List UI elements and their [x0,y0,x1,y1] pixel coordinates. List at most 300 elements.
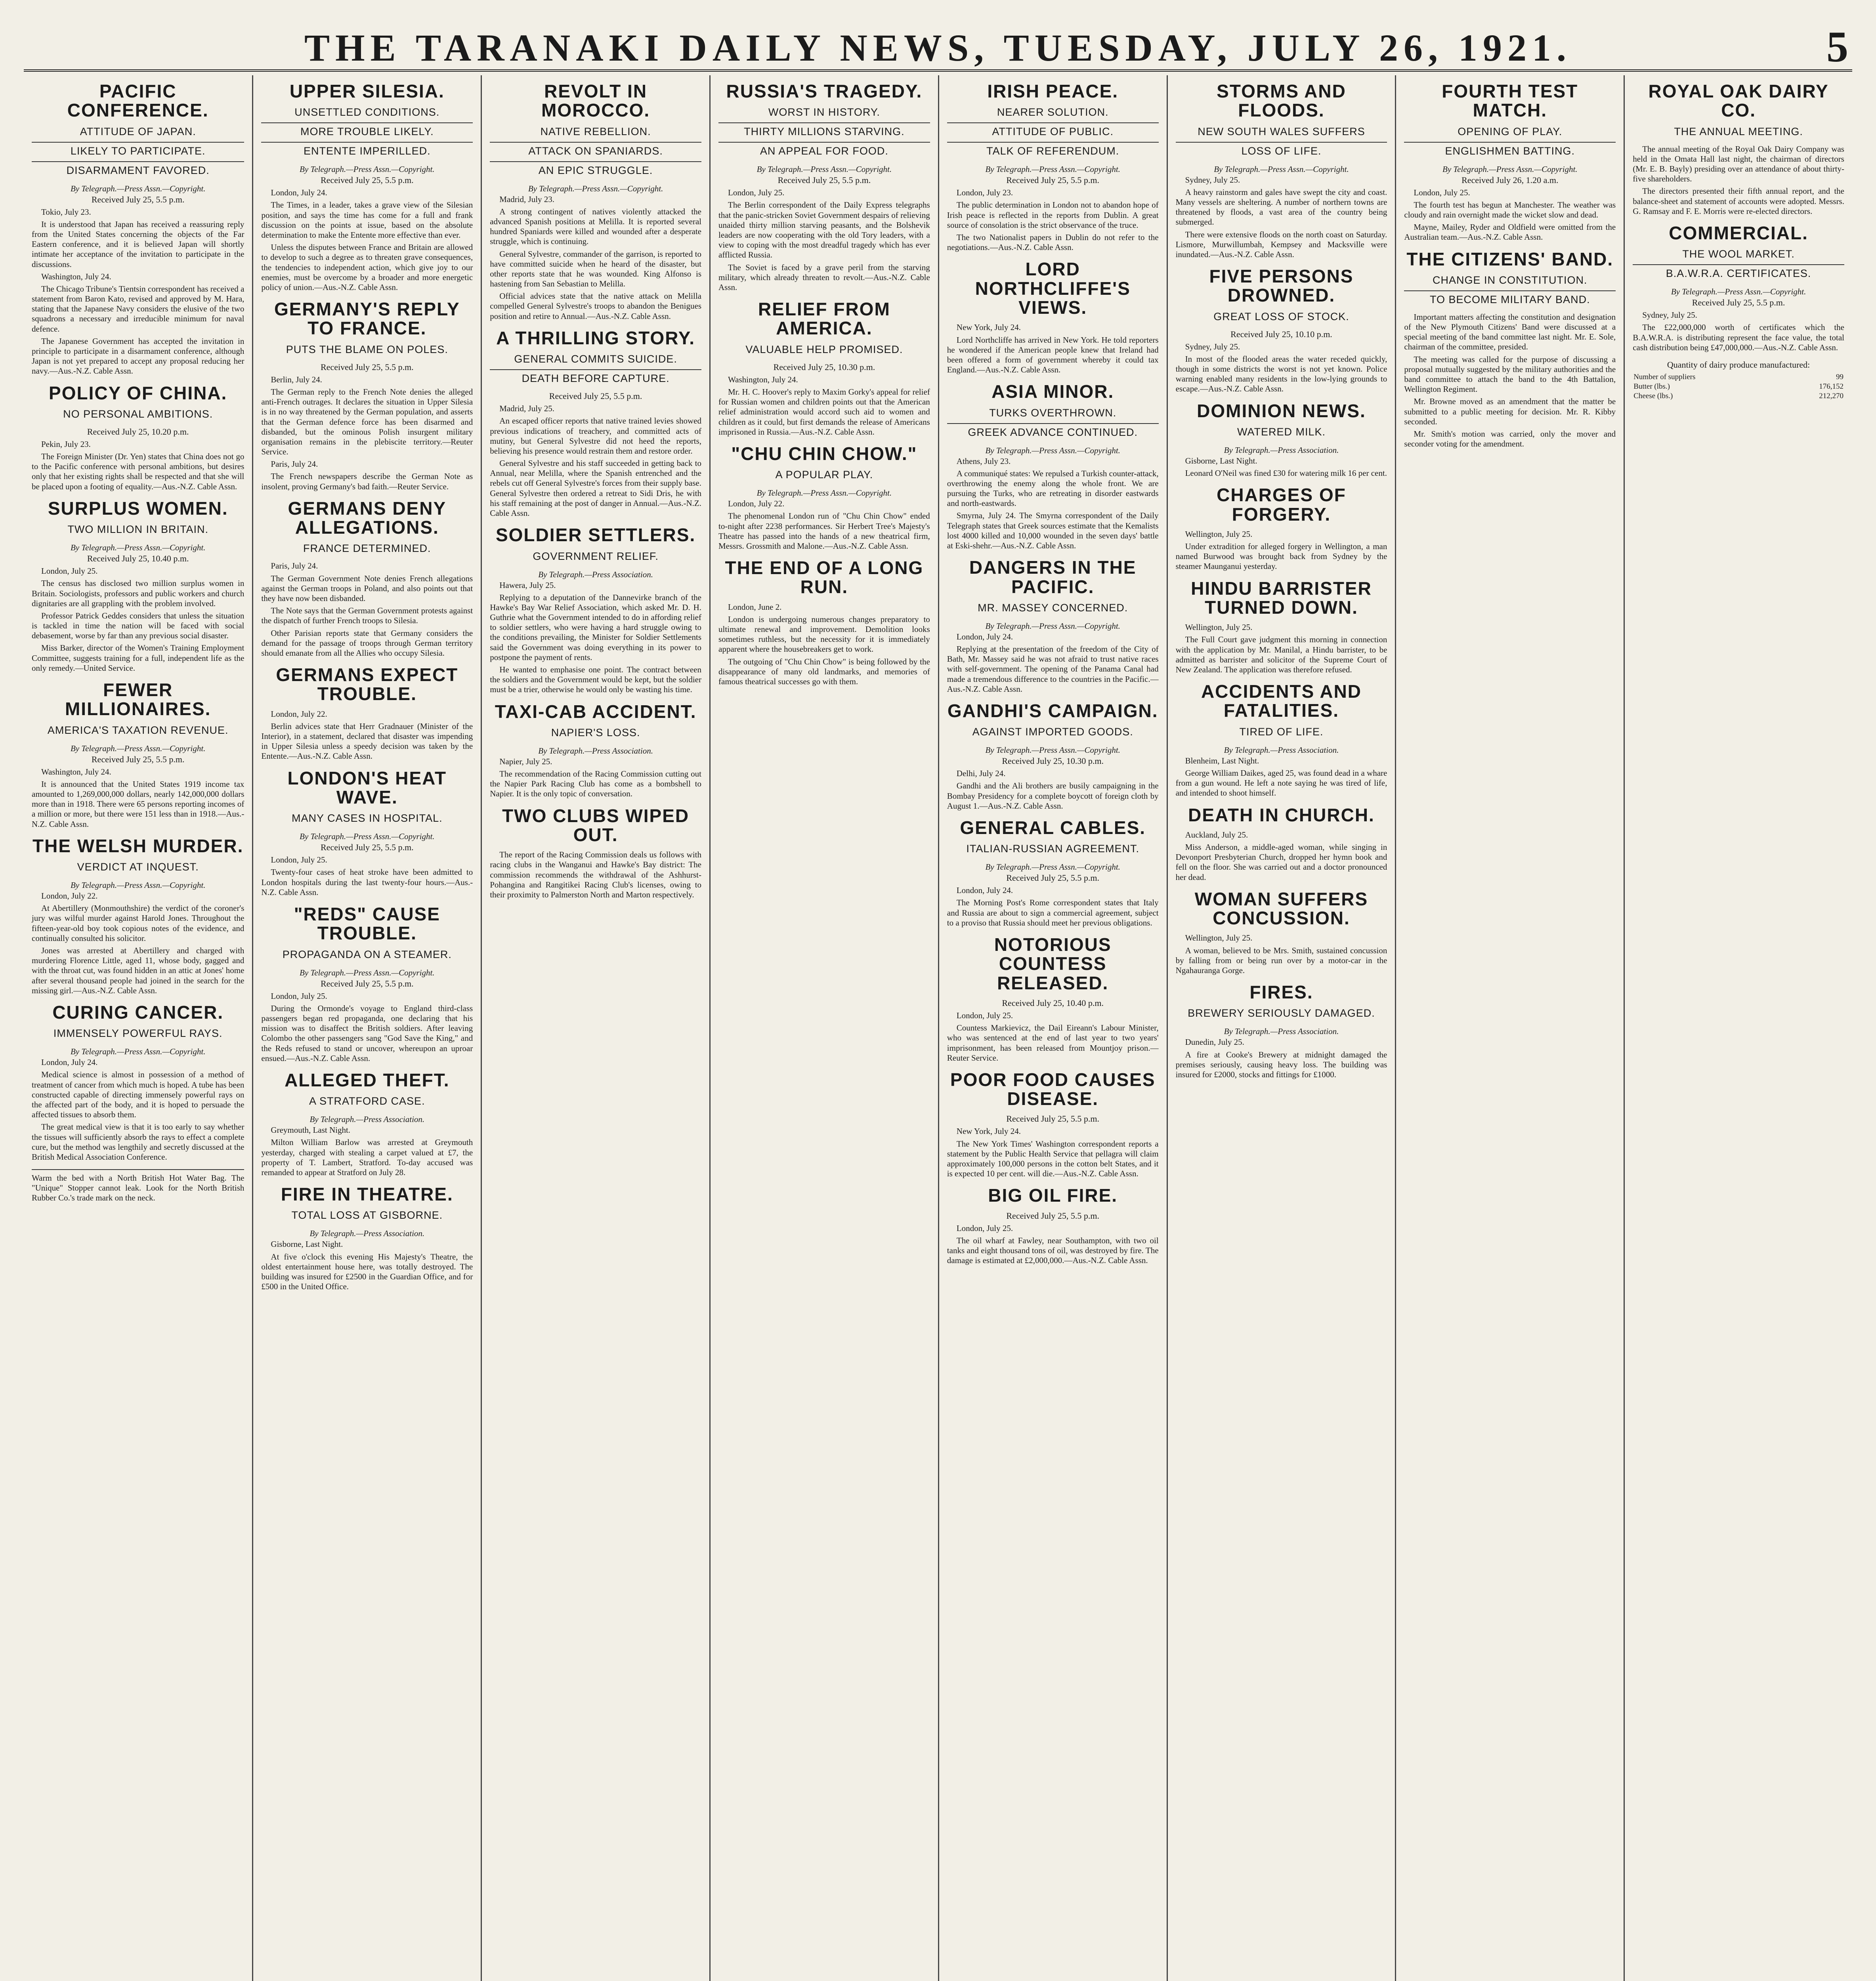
received-time: Received July 25, 5.5 p.m. [320,978,414,989]
headline: FOURTH TEST MATCH. [1442,81,1578,121]
article-body [1176,342,1387,394]
article-body [490,195,701,321]
subheads [1176,126,1387,161]
subheads [947,602,1159,618]
subheadline: NAPIER'S LOSS. [551,726,640,739]
article-body [947,456,1159,551]
received-time: Received July 25, 5.5 p.m. [549,391,642,401]
subheads [1404,274,1616,310]
article-body [947,1011,1159,1063]
paragraph: London, July 25. [956,1223,1013,1233]
subheadline: AGAINST IMPORTED GOODS. [972,726,1133,738]
article-body [261,188,473,292]
paragraph: Sydney, July 25. [1185,342,1240,351]
article [261,1185,473,1292]
article-body [1404,188,1616,242]
paragraph: Athens, July 23. [956,456,1011,466]
received-time: Received July 25, 5.5 p.m. [320,175,414,185]
paragraph: London, July 25. [41,566,98,576]
table-row [1633,391,1844,401]
article-body [1176,456,1387,478]
paragraph: Blenheim, Last Night. [1185,756,1259,765]
subheads [1176,311,1387,327]
headline: BIG OIL FIRE. [988,1185,1118,1206]
received-time: Received July 25, 10.30 p.m. [1002,756,1104,766]
subheadline: ATTITUDE OF JAPAN. [32,126,244,143]
article-body [718,499,930,551]
byline: By Telegraph.—Press Association. [1224,445,1339,455]
news-column [938,75,1167,1981]
paragraph: Washington, July 24. [41,271,111,281]
headline: CURING CANCER. [52,1002,224,1023]
subheadline: VERDICT AT INQUEST. [77,861,199,873]
table-cell-value: 176,152 [1819,382,1844,391]
paragraph: Gisborne, Last Night. [1185,456,1257,466]
paragraph: The great medical view is that it is too early to say whether the tissues will sufficiently absorb the rays to effect a complete cure, but the method was lengthily and secretly discussed at the British Medical Association Conference. [32,1122,245,1162]
paragraph: At Abertillery (Monmouthshire) the verdict of the coroner's jury was wilful murder against Harold Jones. Throughout the fifteen-year-old boy took copious notes of the evidence, and continually consulted his solicitor. [32,903,245,943]
headline: FIRES. [1249,982,1313,1003]
byline: By Telegraph.—Press Assn.—Copyright. [985,745,1120,755]
subheadline: GOVERNMENT RELIEF. [533,550,659,562]
subheadline: TWO MILLION IN BRITAIN. [67,523,208,536]
paragraph: The Times, in a leader, takes a grave view of the Silesian position, and says the time has come for a full and frank discussion on the points at issue, based on the absolute determination to make the Entente more effective than ever. [261,200,473,240]
paragraph: London, July 25. [1414,187,1470,197]
headline: HINDU BARRISTER TURNED DOWN. [1191,578,1372,618]
received-time: Received July 25, 10.40 p.m. [87,553,189,564]
received-time: Received July 25, 5.5 p.m. [320,842,414,853]
headline: GERMANY'S REPLY TO FRANCE. [274,299,460,339]
article [1176,889,1387,975]
article [947,1186,1159,1265]
paragraph: Countess Markievicz, the Dail Eireann's Labour Minister, who was sentenced at the end of last year to two years' imprisonment, has been released from Mountjoy prison.—Reuter Service. [947,1023,1159,1063]
paragraph: Washington, July 24. [41,767,111,777]
article-body [261,991,473,1063]
received-time: Received July 25, 5.5 p.m. [1006,1114,1100,1124]
subheadline: AN APPEAL FOR FOOD. [760,145,888,157]
article-body [261,855,473,897]
subheadline: AMERICA'S TAXATION REVENUE. [47,724,229,736]
subheadline: TO BECOME MILITARY BAND. [1429,293,1590,305]
byline: By Telegraph.—Press Assn.—Copyright. [1442,164,1578,174]
byline: By Telegraph.—Press Association. [1224,1027,1339,1036]
paragraph: Unless the disputes between France and Britain are allowed to develop to such a degree as to threaten grave consequences, the tendencies to independent action, which give joy to our enemies, must be overcome by a broader and more energetic policy of union.—Aus.-N.Z. Cable Assn. [261,242,473,292]
paragraph: George William Daikes, aged 25, was found dead in a whare from a gun wound. He left a note saying he was tired of life, and intended to shoot himself. [1175,768,1387,798]
paragraph: It is understood that Japan has received a reassuring reply from the United States concerning the objects of the Far Eastern conference, and it is believed Japan will shortly intimate her acceptance of the invitation to participate in the discussions. [32,219,245,269]
headline: SURPLUS WOMEN. [48,498,228,519]
paragraph: The £22,000,000 worth of certificates which the B.A.W.R.A. is distributing represent the face value, the total cash distribution being £47,000,000.—Aus.-N.Z. Cable Assn. [1633,323,1844,352]
page-number: 5 [1826,23,1848,71]
headline: RUSSIA'S TRAGEDY. [726,81,923,101]
headline: ALLEGED THEFT. [285,1069,450,1090]
paragraph: A heavy rainstorm and gales have swept the city and coast. Many vessels are sheltering. A number of northern towns are threatened by floods, a vast area of the country being submerged. [1175,187,1387,227]
headline: LORD NORTHCLIFFE'S VIEWS. [975,259,1131,318]
subheads [718,469,930,485]
paragraph: The oil wharf at Fawley, near Southampton, with two oil tanks and eight thousand tons of oil, was destroyed by fire. The damage is estimated at £2,000,000.—Aus.-N.Z. Cable Assn. [947,1235,1159,1265]
article-body [718,188,930,292]
article [1176,805,1387,882]
subheadline: LOSS OF LIFE. [1241,145,1322,157]
received-time: Received July 25, 5.5 p.m. [1006,175,1100,185]
article [1176,682,1387,798]
paragraph: Delhi, July 24. [956,769,1006,779]
paragraph: The Berlin correspondent of the Daily Express telegraphs that the panic-stricken Soviet Government despairs of relieving unaided thirty million starving peasants, and the Bolshevik leaders are now cooperating with the old Tory leaders, with a view to coping with the most dreadful tragedy which has ever afflicted Russia. [718,200,930,260]
headline: STORMS AND FLOODS. [1217,81,1346,121]
subheads [718,106,930,161]
paragraph: Professor Patrick Geddes considers that unless the situation is tackled in time the nation will be faced with social debasement, worse by far than any previous social disaster. [32,611,245,641]
article [261,499,473,658]
headline: THE WELSH MURDER. [32,835,244,856]
headline: WOMAN SUFFERS CONCUSSION. [1194,888,1368,929]
paragraph: The directors presented their fifth annual report, and the balance-sheet and statement of accounts were adopted. Messrs. G. Ramsay and F. E. Morris were re-elected directors. [1633,186,1844,216]
headline: REVOLT IN MOROCCO. [541,81,650,121]
article [490,525,701,695]
dairy-figures-caption: Quantity of dairy produce manufactured: [1667,359,1810,370]
paragraph: London, July 24. [956,886,1013,895]
subheadline: AN EPIC STRUGGLE. [538,164,653,176]
headline: SOLDIER SETTLERS. [495,525,696,546]
article [947,82,1159,252]
paragraph: Miss Barker, director of the Women's Training Employment Committee, suggests training for a full, independent life as the only remedy.—United Service. [32,643,245,673]
paragraph: The two Nationalist papers in Dublin do not refer to the negotiations.—Aus.-N.Z. Cable Assn. [947,233,1159,252]
paragraph: Greymouth, Last Night. [271,1125,351,1135]
article [261,82,473,292]
article-body [261,1239,473,1292]
paragraph: New York, July 24. [956,1126,1021,1136]
table-cell-label: Butter (lbs.) [1633,382,1670,391]
received-time: Received July 25, 10.30 p.m. [773,362,875,372]
byline: By Telegraph.—Press Assn.—Copyright. [300,968,435,977]
paragraph: London, July 25. [728,188,785,198]
subheadline: TURKS OVERTHROWN. [947,407,1159,424]
article [947,1070,1159,1179]
article [718,300,930,437]
paragraph: London, July 25. [956,1010,1013,1020]
received-time: Received July 25, 10.10 p.m. [1230,329,1332,339]
article-body [1176,622,1387,675]
paragraph: Milton William Barlow was arrested at Greymouth yesterday, charged with stealing a carpet valued at £7, the property of T. Lambert, Stratford. To-day accused was remanded to appear at Stratford on July 28. [261,1137,473,1177]
article [261,1071,473,1178]
subheadline: NATIVE REBELLION. [490,126,701,143]
article [718,558,930,687]
paragraph: Madrid, July 23. [499,194,555,204]
table-row [1633,382,1844,391]
byline: By Telegraph.—Press Assn.—Copyright. [70,880,206,890]
article-body [490,757,701,799]
subheadline: ATTITUDE OF PUBLIC. [947,126,1159,143]
subheadline: ITALIAN-RUSSIAN AGREEMENT. [966,843,1139,855]
news-column [1624,75,1852,1981]
paragraph: A strong contingent of natives violently attacked the advanced Spanish positions at Melilla. It is reported several hundred Spaniards were killed and wounded after a desperate struggle, which is continuing. [490,206,701,246]
news-column [481,75,709,1981]
article-body [947,886,1159,928]
byline: By Telegraph.—Press Association. [538,569,653,579]
headline: PACIFIC CONFERENCE. [67,81,209,121]
news-column [24,75,252,1981]
subheads [32,523,244,540]
paragraph: The Japanese Government has accepted the invitation in principle to participate in a disarmament conference, although Japan is not yet prepared to accept any proposal reducing her navy.—Aus.-N.Z. Cable Assn. [32,336,245,376]
article [261,905,473,1063]
paragraph: Dunedin, July 25. [1185,1037,1244,1047]
headline: GANDHI'S CAMPAIGN. [947,700,1158,721]
paragraph: Tokio, July 23. [41,207,91,217]
article-body [32,1057,244,1162]
headline: "REDS" CAUSE TROUBLE. [294,903,440,944]
article [1176,267,1387,394]
table-cell-label: Number of suppliers [1633,372,1696,381]
paragraph: The Chicago Tribune's Tientsin correspondent has received a statement from Baron Kato, revised and approved by M. Hara, stating that the Japanese Navy considers the elusive of the two squadrons a necessary and irreducible minimum for naval defence. [32,284,245,334]
subheadline: ENTENTE IMPERILLED. [304,145,431,157]
article-body [1176,756,1387,798]
subheads [32,724,244,740]
article [490,82,701,321]
paragraph: Paris, July 24. [271,561,318,571]
received-time: Received July 25, 5.5 p.m. [778,175,871,185]
subheads [947,407,1159,443]
subheads [490,126,701,181]
received-time: Received July 25, 5.5 p.m. [320,362,414,372]
article [32,384,244,492]
byline: By Telegraph.—Press Assn.—Copyright. [528,183,663,193]
headline: IRISH PEACE. [987,81,1119,101]
subheads [490,353,701,389]
subheads [947,106,1159,161]
paragraph: London, July 25. [271,855,327,865]
byline: By Telegraph.—Press Assn.—Copyright. [70,1047,206,1057]
paragraph: Replying at the presentation of the freedom of the City of Bath, Mr. Massey said he was not afraid to trust native races with self-government. The opening of the Panama Canal had made a tremendous difference to the countries in the Pacific.—Aus.-N.Z. Cable Assn. [947,644,1159,694]
byline: By Telegraph.—Press Association. [538,746,653,756]
byline: By Telegraph.—Press Assn.—Copyright. [1671,287,1806,297]
subheads [490,727,701,743]
article-body [947,632,1159,694]
paragraph: General Sylvestre and his staff succeeded in getting back to Annual, near Melilla, where the Spanish entrenched and the rebels cut off General Sylvestre's forces from their supply base. General Sylvestre then ordered a retreat to Sidi Dris, he with his staff remaining at the post of danger in Annual.—Aus.-N.Z. Cable Assn. [490,458,701,518]
paragraph: Important matters affecting the constitution and designation of the New Plymouth Citizens' Band were discussed at a special meeting of the band committee last night. Mr. E. Sole, chairman of the committee, presided. [1404,312,1616,352]
paragraph: Jones was arrested at Abertillery and charged with murdering Florence Little, aged 11, whose body, gagged and with the throat cut, was found hidden in an attic at Jones' home after several thousand people had joined in the search for the missing girl.—Aus.-N.Z. Cable Assn. [32,945,245,995]
paragraph: Pekin, July 23. [41,439,91,449]
paragraph: The public determination in London not to abandon hope of Irish peace is reflected in the reports from Dublin. A great source of consolation is the strict observance of the truce. [947,200,1159,230]
subheads [1176,426,1387,442]
subheads [261,1209,473,1225]
subheads [1404,126,1616,161]
article [947,260,1159,375]
table-cell-label: Cheese (lbs.) [1633,391,1673,400]
paragraph: Official advices state that the native attack on Melilla compelled General Sylvestre's troops to abandon the Benigues position and retire to Annual.—Aus.-N.Z. Cable Assn. [490,291,701,321]
paragraph: Smyrna, July 24. The Smyrna correspondent of the Daily Telegraph states that Greek sources estimate that the Kemalists lost 4000 killed and 10,000 wounded in the seven days' battle at Eski-shehr.—Aus.-N.Z. Cable Assn. [947,511,1159,551]
subheads [261,542,473,559]
paragraph: The census has disclosed two million surplus women in Britain. Sociologists, professors and public workers and church dignitaries are all grappling with the problem involved. [32,578,245,608]
subheadline: TOTAL LOSS AT GISBORNE. [291,1209,443,1221]
headline: RELIEF FROM AMERICA. [758,299,890,339]
article-body [718,375,930,437]
paragraph: In most of the flooded areas the water receded quickly, though in some districts the worst is not yet known. Police warning enabled many residents in the low-lying grounds to escape.—Aus.-N.Z. Cable Assn. [1175,354,1387,394]
paragraph: London, June 2. [728,602,782,612]
paragraph: The French newspapers describe the German Note as insolent, proving Germany's bad faith.—Reuter Service. [261,471,473,491]
headline: DOMINION NEWS. [1197,400,1366,421]
paragraph: The fourth test has begun at Manchester. The weather was cloudy and rain overnight made the wicket slow and dead. [1404,200,1616,219]
paragraph: London is undergoing numerous changes preparatory to ultimate renewal and improvement. Demolition looks sometimes ruthless, but the necessity for it is immediately apparent where the housebreakers get to work. [718,614,930,654]
article [490,328,701,518]
subheadline: CHANGE IN CONSTITUTION. [1404,274,1616,291]
paragraph: The recommendation of the Racing Commission cutting out the Napier Park Racing Club has come as a bombshell to Napier. It is the only topic of conversation. [490,769,701,799]
paragraph: Mr. Smith's motion was carried, only the mover and seconder voting for the amendment. [1404,429,1616,449]
paragraph: The German Government Note denies French allegations against the German troops in Poland, and also points out that they have now been disbanded. [261,573,473,603]
article [490,702,701,799]
article-body [32,207,244,376]
paragraph: New York, July 24. [956,323,1021,332]
received-time: Received July 25, 5.5 p.m. [91,754,185,764]
received-time: Received July 25, 5.5 p.m. [91,194,185,204]
subheadline: PROPAGANDA ON A STEAMER. [282,948,452,960]
headline: ROYAL OAK DAIRY CO. [1648,81,1829,121]
paragraph: Paris, July 24. [271,459,318,469]
paragraph: Leonard O'Neil was fined £30 for watering milk 16 per cent. [1185,468,1387,478]
paragraph: Mr. Browne moved as an amendment that the matter be submitted to a public meeting for decision. Mr. R. Kibby seconded. [1404,397,1616,426]
subheads [1633,248,1844,284]
subheads [1633,126,1844,142]
article [947,935,1159,1063]
subheads [947,843,1159,859]
subheadline: THIRTY MILLIONS STARVING. [718,126,930,143]
byline: By Telegraph.—Press Assn.—Copyright. [300,832,435,842]
subheadline: THE ANNUAL MEETING. [1674,125,1803,137]
paragraph: The Morning Post's Rome correspondent states that Italy and Russia are about to sign a commercial agreement, subject to a proviso that Russia should meet her previous obligations. [947,898,1159,928]
article-body [261,709,473,761]
subheadline: GENERAL COMMITS SUICIDE. [490,353,701,370]
paragraph: Mr. H. C. Hoover's reply to Maxim Gorky's appeal for relief for Russian women and children points out that the American relief administration would accord such aid to women and children as it could, but first demands the release of Americans imprisoned in Russia.—Aus.-N.Z. Cable Assn. [718,387,930,437]
received-time: Received July 25, 5.5 p.m. [1692,298,1785,308]
paragraph: Wellington, July 25. [1185,622,1253,632]
subheads [32,408,244,424]
article [947,382,1159,551]
paragraph: The Foreign Minister (Dr. Yen) states that China does not go to the Pacific conference with personal ambitions, but desires only that her existing rights shall be respected and that she will be placed upon a footing of equality.—Aus.-N.Z. Cable Assn. [32,452,245,491]
paragraph: Berlin, July 24. [271,374,322,384]
table-cell-value: 212,270 [1819,391,1844,400]
article [1176,401,1387,479]
byline: By Telegraph.—Press Assn.—Copyright. [985,621,1120,631]
article-body [261,1125,473,1178]
column-grid [24,75,1852,1981]
paragraph: The Soviet is faced by a grave peril from the starving military, which already threaten to revolt.—Aus.-N.Z. Cable Assn. [718,262,930,292]
headline: THE END OF A LONG RUN. [725,557,924,597]
paragraph: Under extradition for alleged forgery in Wellington, a man named Burwood was brought back from Sydney by the steamer Maunganui yesterday. [1175,542,1387,571]
paragraph: Hawera, July 25. [499,580,556,590]
paragraph: There were extensive floods on the north coast on Saturday. Lismore, Murwillumbah, Kempsey and Macksville were inundated.—Aus.-N.Z. Cable Assn. [1175,229,1387,259]
subheads [261,344,473,360]
paragraph: The annual meeting of the Royal Oak Dairy Company was held in the Omata Hall last night, the chairman of directors (Mr. E. B. Bayly) presiding over an attendance of about thirty-five shareholders. [1633,144,1844,184]
subheadline: BREWERY SERIOUSLY DAMAGED. [1188,1007,1375,1019]
byline: By Telegraph.—Press Association. [309,1115,425,1124]
article [1633,223,1844,353]
byline: By Telegraph.—Press Assn.—Copyright. [300,164,435,174]
headline: TAXI-CAB ACCIDENT. [495,701,697,722]
paragraph: Napier, July 25. [499,756,552,766]
article-body [1633,144,1844,216]
subheadline: IMMENSELY POWERFUL RAYS. [53,1027,223,1040]
subheadline: B.A.W.R.A. CERTIFICATES. [1666,267,1811,280]
subheads [490,550,701,567]
article [1633,82,1844,216]
headline: TWO CLUBS WIPED OUT. [502,805,690,845]
article [947,818,1159,928]
article [947,701,1159,811]
headline: ASIA MINOR. [991,381,1114,402]
article [490,806,701,900]
subheadline: ATTACK ON SPANIARDS. [490,145,701,162]
received-time: Received July 25, 10.40 p.m. [1002,998,1104,1008]
byline: By Telegraph.—Press Association. [309,1229,425,1239]
paragraph: An escaped officer reports that native trained levies showed previous indications of treachery, and committed acts of mutiny, but General Sylvestre did not heed the reports, believing his presence would restrain them and restore order. [490,416,701,456]
subheadline: OPENING OF PLAY. [1404,126,1616,143]
byline: By Telegraph.—Press Assn.—Copyright. [985,445,1120,455]
headline: POOR FOOD CAUSES DISEASE. [950,1069,1156,1109]
headline: GERMANS DENY ALLEGATIONS. [288,498,447,538]
paragraph: London, July 25. [271,991,327,1001]
subheadline: MANY CASES IN HOSPITAL. [292,812,443,824]
paragraph: The report of the Racing Commission deals us follows with racing clubs in the Wanganui and Hawke's Bay district: The commission recommends the withdrawal of the Ashhurst-Pohangina and Rangitikei Racing Club's licenses, owing to their proximity to Palmerston North and Marton respectively. [490,850,701,899]
subheadline: MORE TROUBLE LIKELY. [261,126,473,143]
paragraph: Wellington, July 25. [1185,933,1253,943]
paragraph: London, July 23. [956,188,1013,198]
byline: By Telegraph.—Press Assn.—Copyright. [70,743,206,753]
paragraph: Other Parisian reports state that Germany considers the demand for the passage of troops through German territory should emanate from all the Allies who occupy Silesia. [261,628,473,658]
dairy-figures-table [1633,372,1844,401]
article-body [1176,529,1387,572]
article [32,836,244,996]
table-row [1633,372,1844,382]
paragraph: The outgoing of "Chu Chin Chow" is being followed by the disappearance of many old landmarks, and memories of famous theatrical successes go with them. [718,657,930,687]
byline: By Telegraph.—Press Assn.—Copyright. [70,183,206,193]
article-body [32,767,244,829]
headline: ACCIDENTS AND FATALITIES. [1201,681,1362,721]
article [1404,250,1616,449]
paragraph: Madrid, July 25. [499,404,555,414]
article [32,680,244,829]
paragraph: London, July 24. [41,1057,98,1067]
article [261,769,473,897]
subheadline: LIKELY TO PARTICIPATE. [32,145,244,162]
subheads [32,126,244,181]
paragraph: During the Ormonde's voyage to England third-class passengers began red propaganda, one declaring that his mission was to disaffect the British soldiers. After leaving Colombo the other passengers sang "God Save the King," and the Reds refused to stand or uncover, whereupon an uproar ensued.—Aus.-N.Z. Cable Assn. [261,1003,473,1063]
subheadline: A STRATFORD CASE. [309,1095,425,1107]
paragraph: London, July 24. [271,188,327,198]
subheadline: GREEK ADVANCE CONTINUED. [968,426,1138,438]
article-body [32,439,244,492]
article-body [947,769,1159,811]
paragraph: A fire at Cooke's Brewery at midnight damaged the premises seriously, causing heavy loss. The building was insured for £2000, stocks and fittings for £1000. [1175,1050,1387,1079]
paragraph: It is announced that the United States 1919 income tax amounted to 1,269,000,000 dollars, nearly 142,000,000 dollars more than in 1918. There were 65 persons reporting incomes of a million or more, but there were 151 less than in 1918.—Aus.-N.Z. Cable Assn. [32,779,245,829]
masthead [24,10,1852,72]
byline: By Telegraph.—Press Association. [1224,745,1339,755]
news-column [1167,75,1395,1981]
article [1176,579,1387,675]
article [1176,485,1387,571]
article-body [261,561,473,658]
subheadline: DEATH BEFORE CAPTURE. [522,372,670,385]
headline: FIVE PERSONS DROWNED. [1209,266,1354,306]
paragraph: Replying to a deputation of the Dannevirke branch of the Hawke's Bay War Relief Association, which asked Mr. D. H. Guthrie what the Government intended to do in affording relief to soldier settlers, who were having a hard struggle owing to the conditions prevailing, the Minister for Soldier Settlements said the Government was doing everything in its power to postpone the payment of rents. [490,592,701,662]
masthead-title: THE TARANAKI DAILY NEWS, TUESDAY, JULY 26, 1921. [304,27,1572,69]
byline: By Telegraph.—Press Assn.—Copyright. [985,862,1120,872]
paragraph: Sydney, July 25. [1185,175,1240,185]
received-time: Received July 25, 5.5 p.m. [1006,873,1100,883]
headline: POLICY OF CHINA. [49,382,227,403]
subheadline: WATERED MILK. [1237,426,1326,438]
paragraph: Sydney, July 25. [1642,310,1697,320]
subheadline: GREAT LOSS OF STOCK. [1213,310,1349,323]
byline: By Telegraph.—Press Assn.—Copyright. [985,164,1120,174]
headline: A THRILLING STORY. [496,327,695,348]
subheads [947,726,1159,742]
news-column [709,75,938,1981]
